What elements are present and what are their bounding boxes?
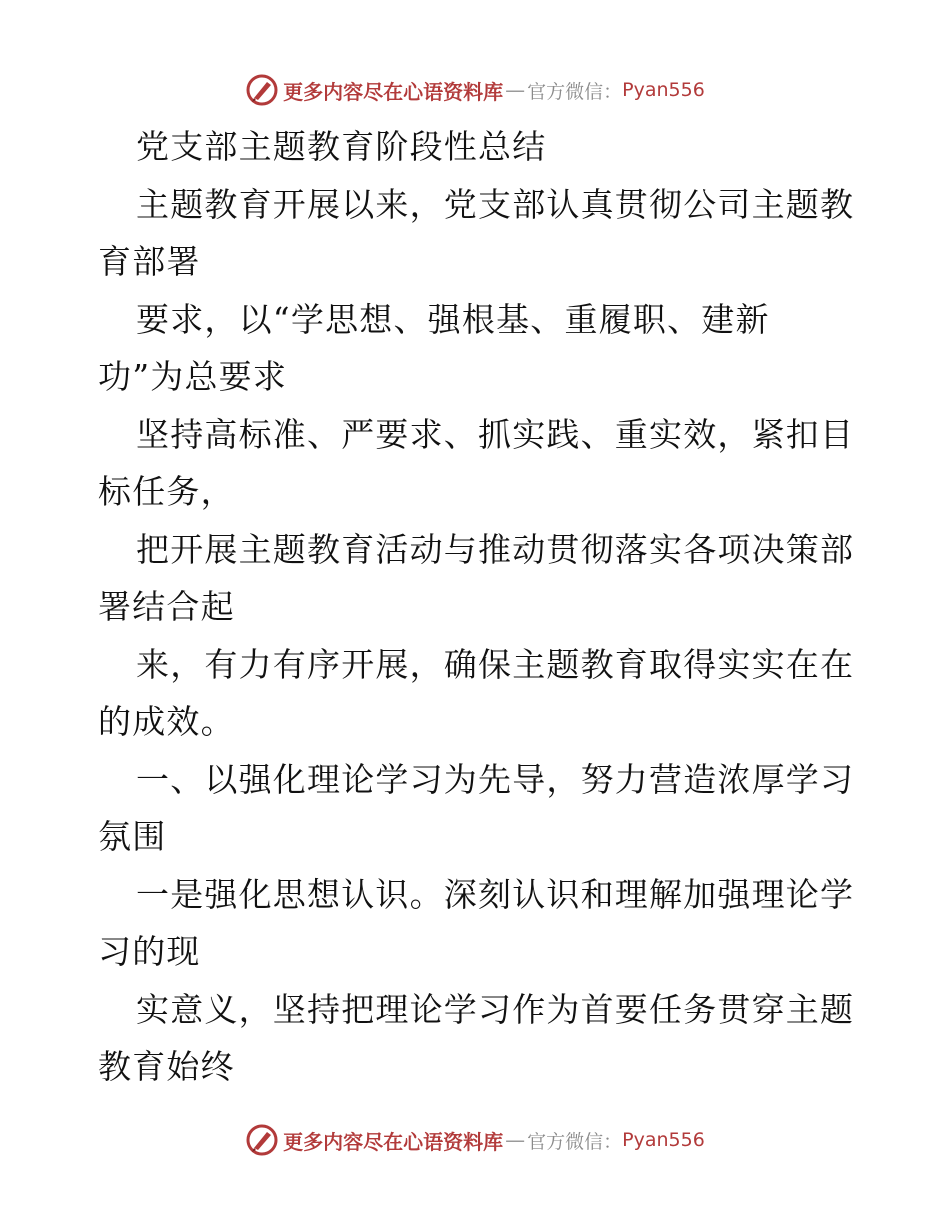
text-line: 功”为总要求: [98, 357, 288, 396]
text-line: 育部署: [98, 242, 201, 281]
footer-banner: [0, 1120, 950, 1160]
text-line: 来，有力有序开展，确保主题教育取得实实在在: [136, 644, 855, 684]
text-line: 教育始终: [98, 1047, 235, 1086]
pen-logo-icon: [245, 73, 279, 107]
text-line: 一、以强化理论学习为先导，努力营造浓厚学习: [136, 759, 855, 799]
banner-official-label: 官方微信：: [527, 80, 623, 103]
text-line: 的成效。: [98, 702, 235, 741]
pen-logo-icon: [245, 1123, 279, 1157]
banner-wechat-id: Pyan556: [622, 1129, 705, 1151]
text-line: 一是强化思想认识。深刻认识和理解加强理论学: [136, 874, 855, 914]
text-line: 坚持高标准、严要求、抓实践、重实效，紧扣目: [136, 414, 855, 454]
text-line: 要求，以“学思想、强根基、重履职、建新: [136, 299, 770, 339]
text-line: 把开展主题教育活动与推动贯彻落实各项决策部: [136, 529, 855, 569]
text-line: 标任务，: [98, 472, 235, 511]
document-body: [98, 118, 858, 1096]
text-line: 实意义，坚持把理论学习作为首要任务贯穿主题: [136, 989, 855, 1029]
banner-wechat-id: Pyan556: [622, 79, 705, 101]
banner-official-label: 官方微信：: [527, 1130, 623, 1153]
text-line: 习的现: [98, 932, 201, 971]
document-title: 党支部主题教育阶段性总结: [136, 127, 547, 166]
banner-main-text: 更多内容尽在心语资料库: [283, 1129, 504, 1154]
text-line: 氛围: [98, 817, 167, 856]
header-banner: [0, 70, 950, 110]
banner-main-text: 更多内容尽在心语资料库: [283, 79, 504, 104]
banner-separator: —: [505, 78, 526, 102]
banner-separator: —: [505, 1128, 526, 1152]
text-line: 署结合起: [98, 587, 235, 626]
text-line: 主题教育开展以来，党支部认真贯彻公司主题教: [136, 184, 855, 224]
